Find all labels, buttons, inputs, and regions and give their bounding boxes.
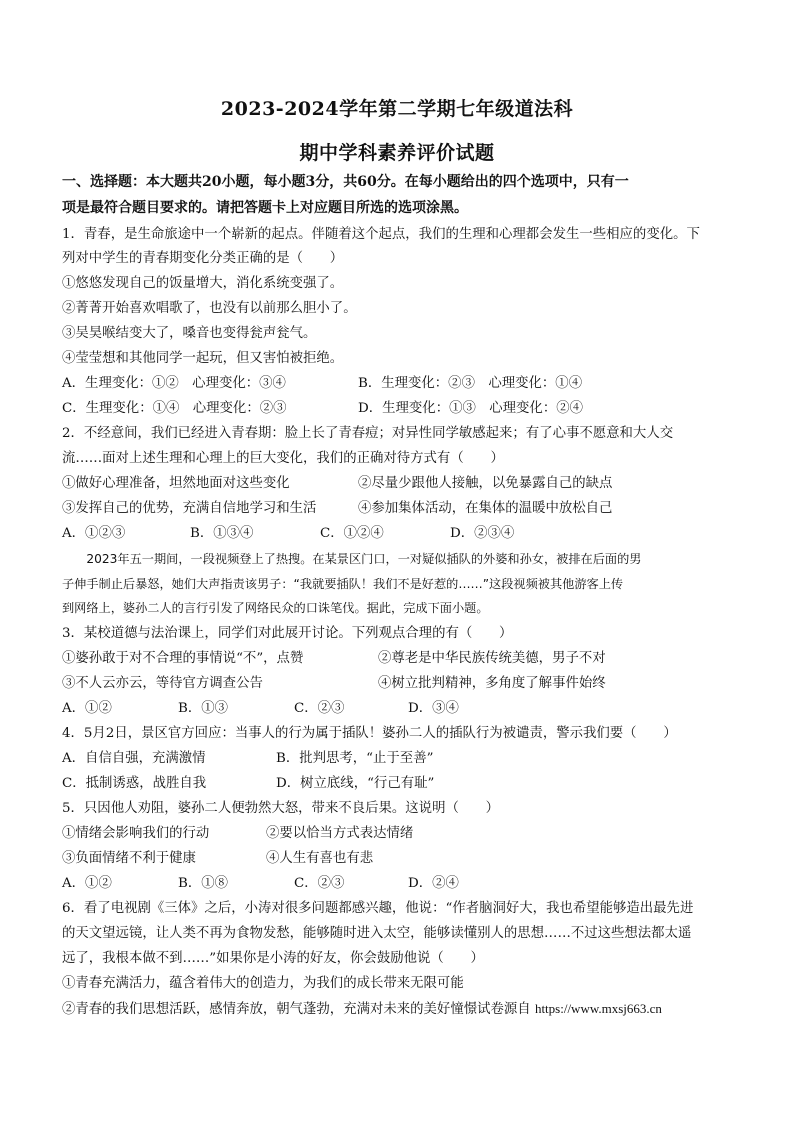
q1-choice-b[interactable]: B．生理变化：②③ 心理变化：①④ bbox=[358, 376, 583, 391]
q1-stem-line1: 1．青春，是生命旅途中一个崭新的起点。伴随着这个起点，我们的生理和心理都会发生一些相应的变化。下 bbox=[62, 227, 700, 242]
q2-choice-c[interactable]: C．①②④ bbox=[320, 526, 384, 541]
exam-title-line1: 2023-2024学年第二学期七年级道法科 bbox=[220, 98, 574, 120]
q5-statement-3: ③负面情绪不利于健康 bbox=[62, 851, 196, 866]
q5-stem: 5．只因他人劝阻，婆孙二人便勃然大怒，带来不良后果。这说明（ ） bbox=[62, 801, 500, 816]
q3-choice-a[interactable]: A．①② bbox=[62, 701, 112, 716]
q6-stem-line3: 远了，我根本做不到……”如果你是小涛的好友，你会鼓励他说（ ） bbox=[62, 951, 484, 966]
q2-choice-d[interactable]: D．②③④ bbox=[450, 526, 515, 541]
exam-title-line2: 期中学科素养评价试题 bbox=[299, 142, 495, 164]
q5-statement-4: ④人生有喜也有悲 bbox=[266, 851, 374, 866]
q1-statement-3: ③吴昊喉结变大了，嗓音也变得瓮声瓮气。 bbox=[62, 326, 317, 341]
section-instruction-line2: 项是最符合题目要求的。请把答题卡上对应题目所选的选项涂黑。 bbox=[62, 200, 468, 216]
q4-choice-a[interactable]: A．自信自强，充满激情 bbox=[62, 751, 206, 766]
q2-statement-4: ④参加集体活动，在集体的温暖中放松自己 bbox=[358, 501, 613, 516]
q1-stem-line2: 列对中学生的青春期变化分类正确的是（ ） bbox=[62, 251, 344, 266]
q3-statement-4: ④树立批判精神，多角度了解事件始终 bbox=[378, 676, 606, 691]
q6-statement-1: ①青春充满活力，蕴含着伟大的创造力，为我们的成长带来无限可能 bbox=[62, 976, 464, 991]
q3-statement-2: ②尊老是中华民族传统美德，男子不对 bbox=[378, 651, 606, 666]
material-line1: 2023年五一期间，一段视频登上了热搜。在某景区门口，一对疑似插队的外婆和孙女，被排在后面的男 bbox=[62, 552, 642, 566]
q3-statement-3: ③不人云亦云，等待官方调查公告 bbox=[62, 676, 263, 691]
q1-statement-1: ①悠悠发现自己的饭量增大，消化系统变强了。 bbox=[62, 276, 344, 291]
q5-choice-d[interactable]: D．②④ bbox=[408, 876, 459, 891]
q1-statement-4: ④莹莹想和其他同学一起玩，但又害怕被拒绝。 bbox=[62, 351, 344, 366]
q2-statement-2: ②尽量少跟他人接触，以免暴露自己的缺点 bbox=[358, 476, 613, 491]
q3-choice-b[interactable]: B．①③ bbox=[178, 701, 229, 716]
q1-choice-d[interactable]: D．生理变化：①③ 心理变化：②④ bbox=[358, 401, 583, 416]
q5-statement-2: ②要以恰当方式表达情绪 bbox=[266, 826, 414, 841]
section-instruction-line1: 一、选择题：本大题共20小题，每小题3分，共60分。在每小题给出的四个选项中，只有一 bbox=[62, 174, 629, 190]
q3-stem: 3．某校道德与法治课上，同学们对此展开讨论。下列观点合理的有（ ） bbox=[62, 626, 513, 641]
q1-choice-a[interactable]: A．生理变化：①② 心理变化：③④ bbox=[62, 376, 286, 391]
q5-statement-1: ①情绪会影响我们的行动 bbox=[62, 826, 210, 841]
q2-stem-line1: 2．不经意间，我们已经进入青春期：脸上长了青春痘；对异性同学敏感起来；有了心事不愿意和大人交 bbox=[62, 426, 674, 441]
q2-stem-line2: 流……面对上述生理和心理上的巨大变化，我们的正确对待方式有（ ） bbox=[62, 451, 504, 466]
q4-choice-b[interactable]: B．批判思考，“止于至善” bbox=[276, 751, 434, 766]
q3-choice-d[interactable]: D．③④ bbox=[408, 701, 459, 716]
q6-stem-line1: 6．看了电视剧《三体》之后，小涛对很多问题都感兴趣，他说：“作者脑洞好大，我也希望能够造出最先进 bbox=[62, 901, 694, 916]
q3-choice-c[interactable]: C．②③ bbox=[294, 701, 345, 716]
q4-choice-d[interactable]: D．树立底线，“行己有耻” bbox=[276, 776, 435, 791]
q6-statement-2-row bbox=[62, 1000, 742, 1018]
q4-choice-c[interactable]: C．抵制诱惑，战胜自我 bbox=[62, 776, 207, 791]
q2-statement-3: ③发挥自己的优势，充满自信地学习和生活 bbox=[62, 501, 317, 516]
q2-choice-b[interactable]: B．①③④ bbox=[190, 526, 254, 541]
q1-choice-c[interactable]: C．生理变化：①④ 心理变化：②③ bbox=[62, 401, 287, 416]
q2-statement-1: ①做好心理准备，坦然地面对这些变化 bbox=[62, 476, 290, 491]
q5-choice-a[interactable]: A．①② bbox=[62, 876, 112, 891]
q4-stem: 4．5月2日，景区官方回应：当事人的行为属于插队！婆孙二人的插队行为被谴责，警示我们要（ ） bbox=[62, 726, 677, 741]
q1-statement-2: ②菁菁开始喜欢唱歌了，也没有以前那么胆小了。 bbox=[62, 301, 357, 316]
q6-statement-2: ②青春的我们思想活跃，感情奔放，朝气蓬勃，充满对未来的美好憧憬试卷源自 bbox=[62, 1002, 531, 1017]
material-line2: 子伸手制止后暴怒，她们大声指责该男子：“我就要插队！我们不是好惹的……”这段视频被其他游客上传 bbox=[62, 577, 624, 591]
q2-choice-a[interactable]: A．①②③ bbox=[62, 526, 126, 541]
source-url-link[interactable]: https://www.mxsj663.cn bbox=[534, 1001, 662, 1016]
q3-statement-1: ①婆孙敢于对不合理的事情说“不”，点赞 bbox=[62, 651, 304, 666]
q6-stem-line2: 的天文望远镜，让人类不再为食物发愁，能够随时进入太空，能够读懂别人的思想……不过这些想法都太遥 bbox=[62, 926, 692, 941]
q5-choice-b[interactable]: B．①⑧ bbox=[178, 876, 229, 891]
material-line3: 到网络上，婆孙二人的言行引发了网络民众的口诛笔伐。据此，完成下面小题。 bbox=[62, 601, 489, 615]
q5-choice-c[interactable]: C．②③ bbox=[294, 876, 345, 891]
